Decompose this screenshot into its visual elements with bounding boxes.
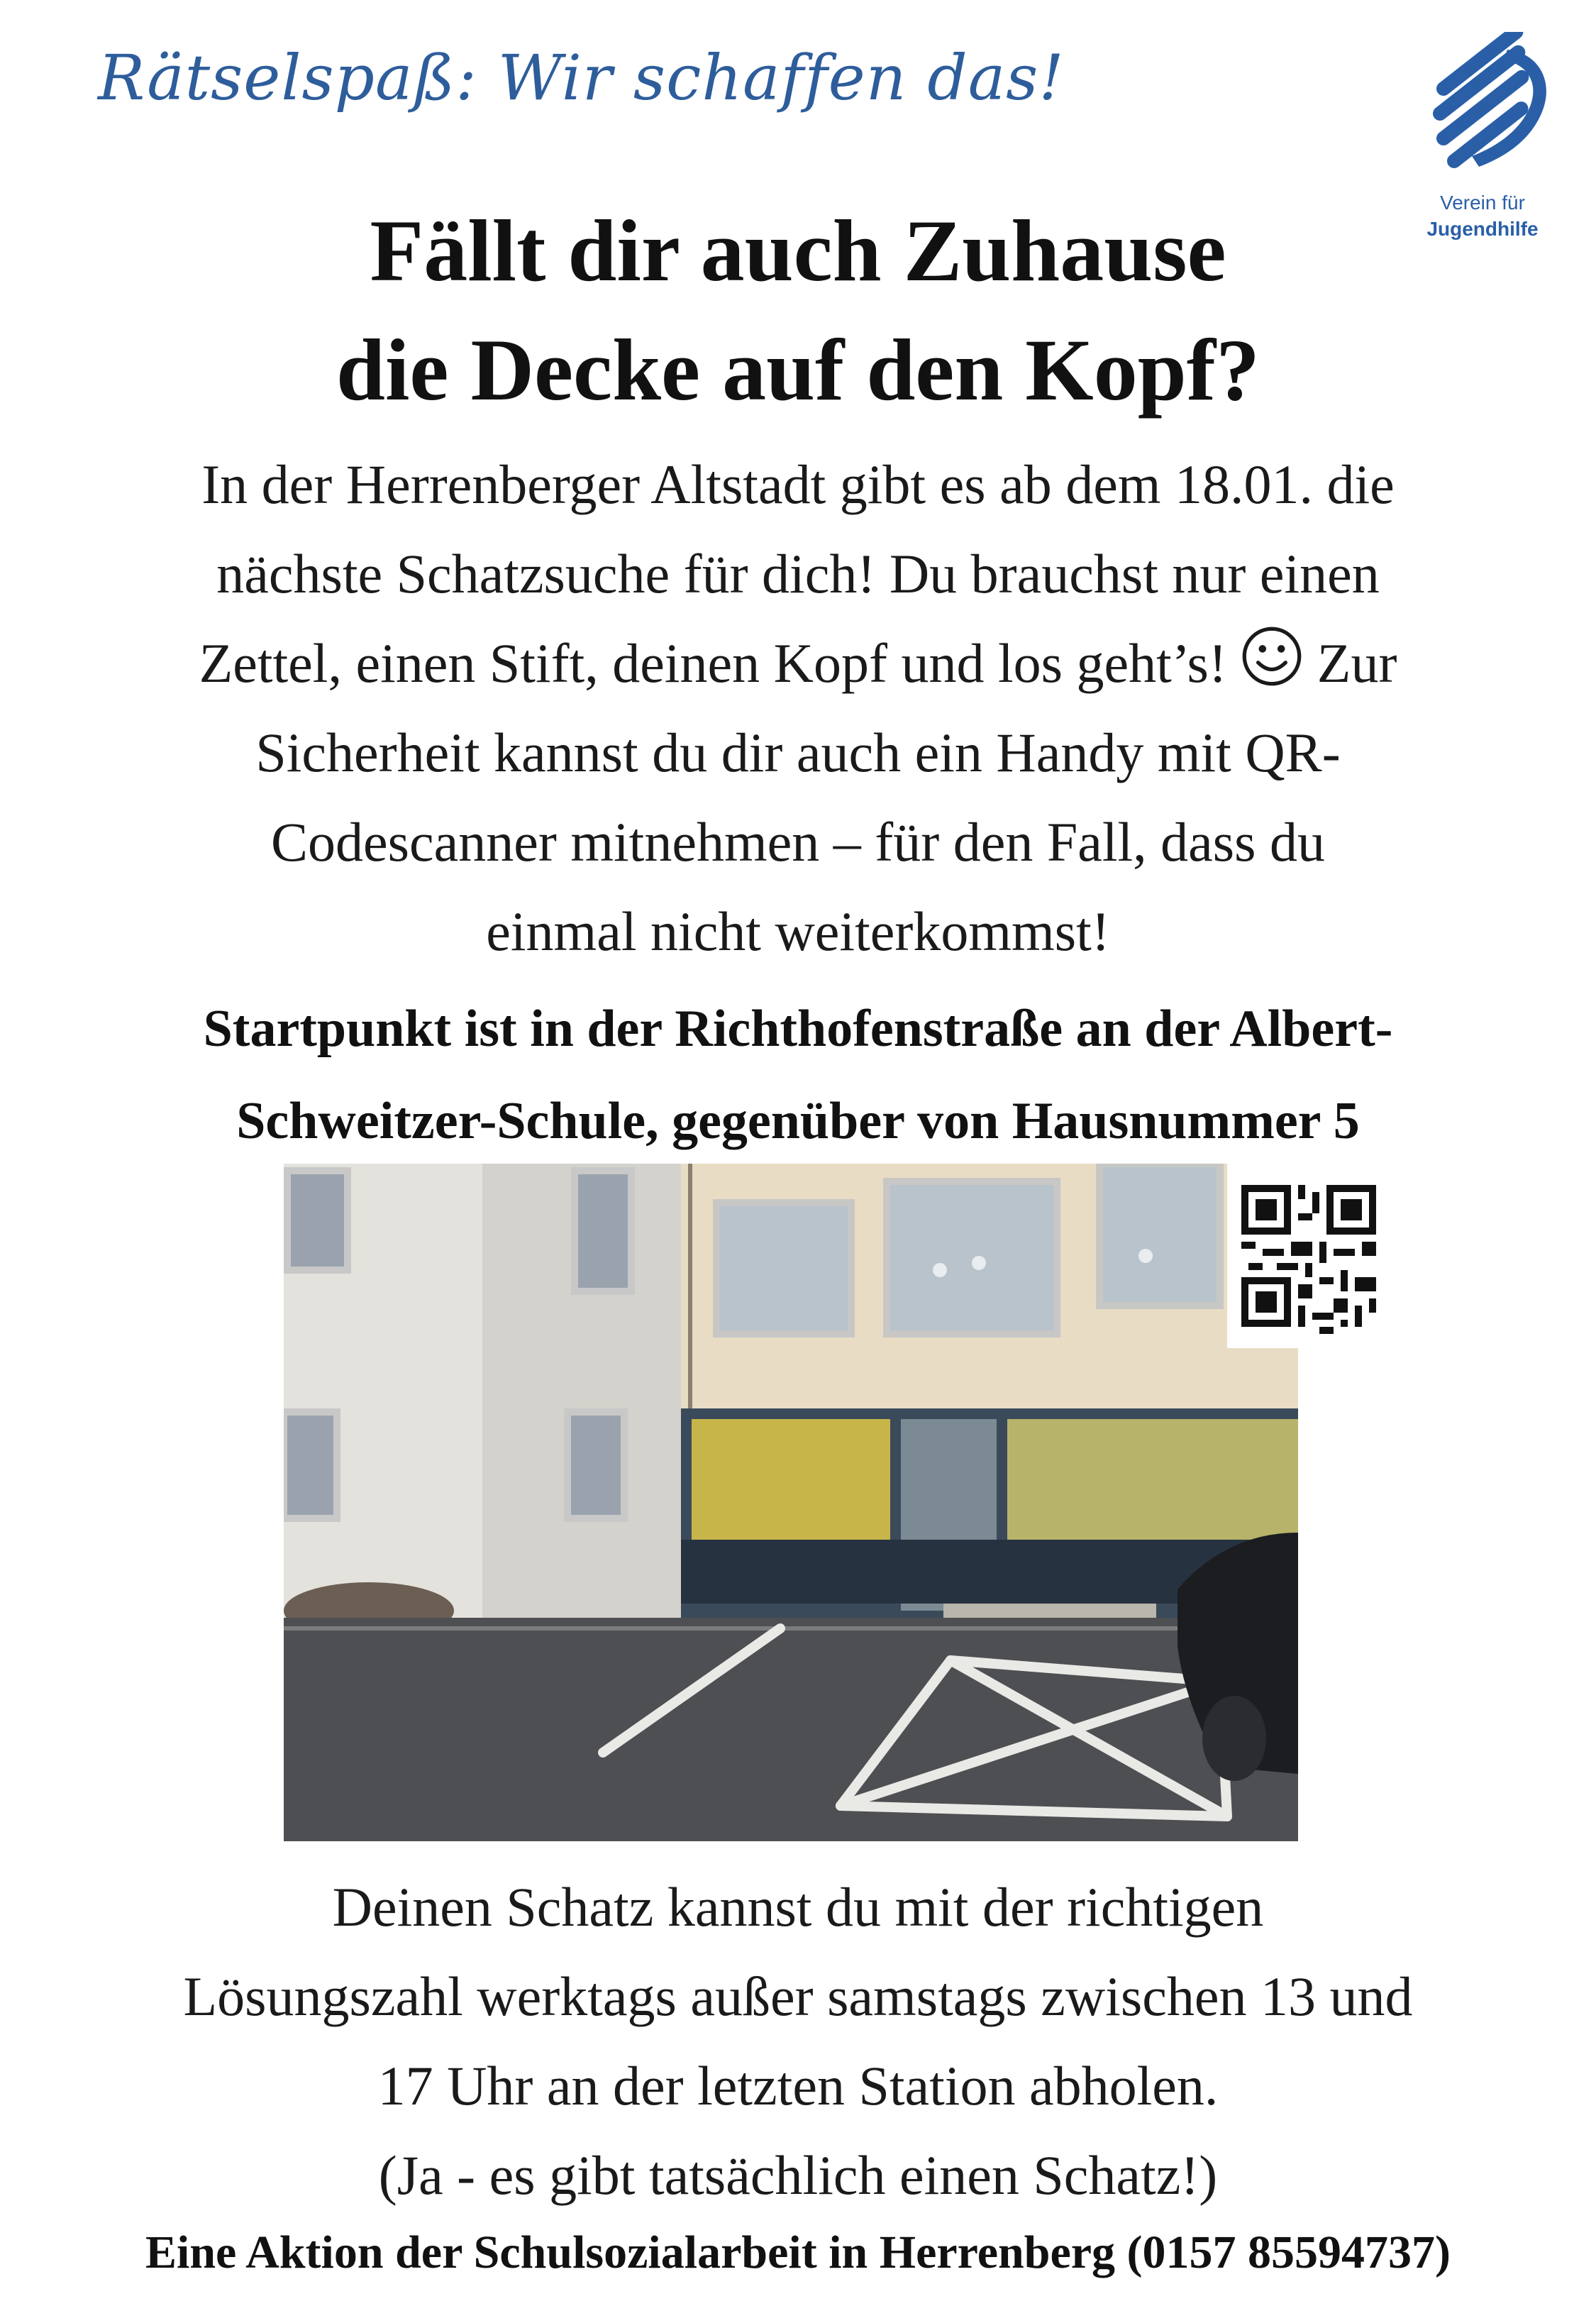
intro-line3: [85, 619, 1511, 708]
intro-line1: In der Herrenberger Altstadt gibt es ab dem 18.01. die: [201, 453, 1395, 515]
closing-line2: Lösungszahl werktags außer samstags zwischen 13 und: [183, 1965, 1413, 2027]
intro-line3b: Zur: [1317, 632, 1397, 694]
closing-line4: (Ja - es gibt tatsächlich einen Schatz!): [378, 2144, 1218, 2206]
kicker-title: Rätselspaß: Wir schaffen das!: [98, 41, 1065, 114]
logo-text-line2: Jugendhilfe: [1426, 218, 1539, 240]
logo-text-line1: Verein für: [1440, 192, 1525, 214]
closing-paragraph: [71, 1863, 1525, 2220]
building-photo-illustration: [284, 1164, 1298, 1841]
qr-code-icon: [1227, 1164, 1390, 1348]
start-point-text: [71, 983, 1525, 1167]
headline-line2: die Decke auf den Kopf?: [336, 321, 1260, 419]
start-line1: Startpunkt ist in der Richthofenstraße an der Albert-: [203, 1000, 1393, 1058]
school-building-photo: [284, 1164, 1298, 1841]
closing-line1: Deinen Schatz kannst du mit der richtigen: [332, 1876, 1264, 1938]
qr-code[interactable]: [1227, 1164, 1390, 1348]
intro-paragraph: [85, 440, 1511, 976]
headline-line1: Fällt dir auch Zuhause: [370, 202, 1226, 299]
intro-line4: Sicherheit kannst du dir auch ein Handy mit QR-: [255, 722, 1341, 783]
intro-line3a: Zettel, einen Stift, deinen Kopf und los geht’s!: [199, 632, 1227, 694]
intro-line5: Codescanner mitnehmen – für den Fall, dass du: [271, 811, 1325, 873]
intro-line2: nächste Schatzsuche für dich! Du brauchst nur einen: [216, 543, 1380, 605]
hand-logo-icon: [1401, 32, 1564, 188]
closing-line3: 17 Uhr an der letzten Station abholen.: [377, 2055, 1219, 2117]
intro-line6: einmal nicht weiterkommst!: [486, 900, 1110, 962]
footer-credit: Eine Aktion der Schulsozialarbeit in Herrenberg (0157 85594737): [145, 2227, 1451, 2278]
smiley-icon: [1241, 625, 1303, 688]
headline: [142, 192, 1454, 430]
start-line2: Schweitzer-Schule, gegenüber von Hausnummer 5: [236, 1092, 1360, 1150]
